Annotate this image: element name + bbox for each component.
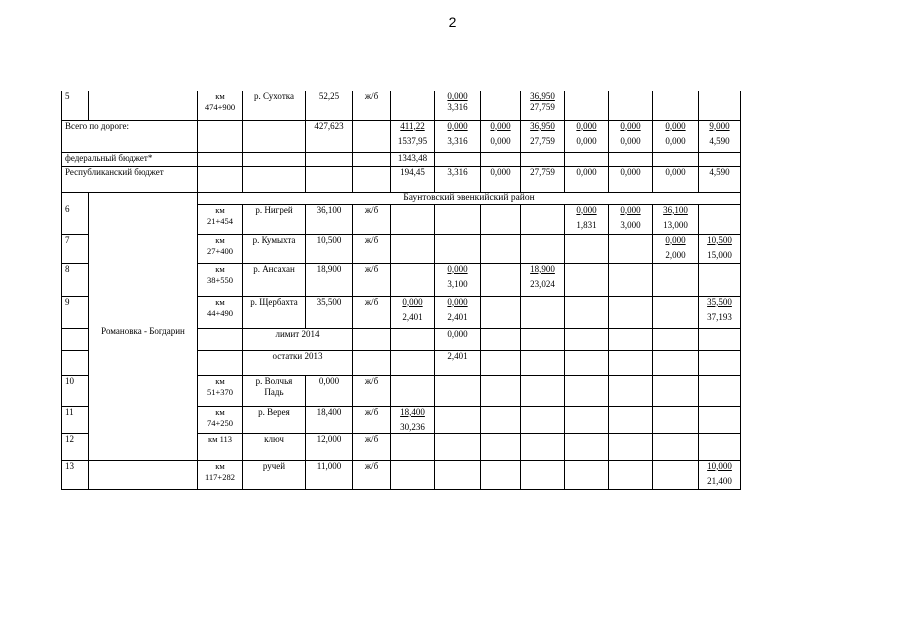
region-heading-row bbox=[62, 192, 741, 204]
construction-type: ж/б bbox=[353, 263, 391, 296]
km-marker: км 117+282 bbox=[198, 460, 243, 489]
total-row bbox=[62, 120, 741, 152]
value-cell: 36,100 13,000 bbox=[653, 204, 699, 234]
value-cell: 0,000 3,316 bbox=[435, 91, 481, 120]
km-marker: км 21+454 bbox=[198, 204, 243, 234]
km-marker: км 113 bbox=[198, 433, 243, 460]
length-value: 10,500 bbox=[306, 234, 353, 263]
construction-type: ж/б bbox=[353, 234, 391, 263]
value-cell: 10,000 21,400 bbox=[699, 460, 741, 489]
federal-budget-row bbox=[62, 152, 741, 166]
value-cell: 18,900 23,024 bbox=[521, 263, 565, 296]
object-name: р. Кумыхта bbox=[243, 234, 306, 263]
value-cell: 3,316 bbox=[435, 166, 481, 192]
road-name: Романовка - Богдарин bbox=[89, 204, 198, 460]
budget-table bbox=[61, 91, 741, 490]
object-name: р. Щербахта bbox=[243, 296, 306, 328]
construction-type: ж/б bbox=[353, 91, 391, 120]
value-cell: 0,000 3,000 bbox=[609, 204, 653, 234]
object-name: р. Волчья Падь bbox=[243, 375, 306, 406]
federal-label: федеральный бюджет* bbox=[62, 152, 198, 166]
limit-value: 0,000 bbox=[435, 328, 481, 350]
length-value: 11,000 bbox=[306, 460, 353, 489]
table-row-6 bbox=[62, 204, 741, 234]
construction-type: ж/б bbox=[353, 433, 391, 460]
construction-type: ж/б bbox=[353, 296, 391, 328]
value-cell: 18,400 30,236 bbox=[391, 406, 435, 433]
row-number: 11 bbox=[62, 406, 89, 433]
value-cell: 36,950 27,759 bbox=[521, 120, 565, 152]
row-number: 10 bbox=[62, 375, 89, 406]
row-number: 6 bbox=[62, 204, 89, 234]
row-number: 9 bbox=[62, 296, 89, 328]
value-cell: 4,590 bbox=[699, 166, 741, 192]
row-number: 8 bbox=[62, 263, 89, 296]
republican-label: Республиканский бюджет bbox=[62, 166, 198, 192]
row-number: 13 bbox=[62, 460, 89, 489]
construction-type: ж/б bbox=[353, 375, 391, 406]
value-cell: 0,000 3,316 bbox=[435, 120, 481, 152]
km-marker: км 38+550 bbox=[198, 263, 243, 296]
km-marker: км 51+370 bbox=[198, 375, 243, 406]
length-value: 12,000 bbox=[306, 433, 353, 460]
object-name: р. Сухотка bbox=[243, 91, 306, 120]
object-name: ручей bbox=[243, 460, 306, 489]
value-cell: 0,000 1,831 bbox=[565, 204, 609, 234]
km-marker: км 27+400 bbox=[198, 234, 243, 263]
table-row-13 bbox=[62, 460, 741, 489]
total-label: Всего по дороге: bbox=[62, 120, 198, 152]
row-number: 5 bbox=[62, 91, 89, 120]
construction-type: ж/б bbox=[353, 460, 391, 489]
value-cell: 0,000 0,000 bbox=[653, 120, 699, 152]
value-cell: 0,000 bbox=[565, 166, 609, 192]
construction-type: ж/б bbox=[353, 406, 391, 433]
value-cell: 0,000 2,401 bbox=[391, 296, 435, 328]
remainder-value: 2,401 bbox=[435, 350, 481, 375]
value-cell: 10,500 15,000 bbox=[699, 234, 741, 263]
row-number: 12 bbox=[62, 433, 89, 460]
length-value: 0,000 bbox=[306, 375, 353, 406]
object-name: р. Верея bbox=[243, 406, 306, 433]
length-value: 18,400 bbox=[306, 406, 353, 433]
value-cell: 27,759 bbox=[521, 166, 565, 192]
value-cell: 0,000 0,000 bbox=[565, 120, 609, 152]
value-cell: 0,000 2,000 bbox=[653, 234, 699, 263]
federal-sum: 1343,48 bbox=[391, 152, 435, 166]
total-sum: 411,22 1537,95 bbox=[391, 120, 435, 152]
region-heading: Баунтовский эвенкийский район bbox=[198, 192, 741, 204]
total-length: 427,623 bbox=[306, 120, 353, 152]
construction-type: ж/б bbox=[353, 204, 391, 234]
value-cell: 0,000 3,100 bbox=[435, 263, 481, 296]
limit-label: лимит 2014 bbox=[243, 328, 353, 350]
value-cell: 35,500 37,193 bbox=[699, 296, 741, 328]
republican-sum: 194,45 bbox=[391, 166, 435, 192]
km-marker: км 44+490 bbox=[198, 296, 243, 328]
object-name: ключ bbox=[243, 433, 306, 460]
value-cell: 9,000 4,590 bbox=[699, 120, 741, 152]
km-marker: км 474+900 bbox=[198, 91, 243, 120]
object-name: р. Ансахан bbox=[243, 263, 306, 296]
row-number: 7 bbox=[62, 234, 89, 263]
value-cell: 0,000 0,000 bbox=[609, 120, 653, 152]
value-cell: 0,000 bbox=[609, 166, 653, 192]
value-cell: 0,000 bbox=[653, 166, 699, 192]
length-value: 52,25 bbox=[306, 91, 353, 120]
remainder-label: остатки 2013 bbox=[243, 350, 353, 375]
value-cell: 0,000 bbox=[481, 166, 521, 192]
table-row-5 bbox=[62, 91, 741, 120]
republican-budget-row bbox=[62, 166, 741, 192]
value-cell: 36,950 27,759 bbox=[521, 91, 565, 120]
length-value: 18,900 bbox=[306, 263, 353, 296]
km-marker: км 74+250 bbox=[198, 406, 243, 433]
value-cell: 0,000 0,000 bbox=[481, 120, 521, 152]
length-value: 35,500 bbox=[306, 296, 353, 328]
object-name: р. Нигрей bbox=[243, 204, 306, 234]
value-cell: 0,000 2,401 bbox=[435, 296, 481, 328]
page-number: 2 bbox=[448, 14, 457, 30]
length-value: 36,100 bbox=[306, 204, 353, 234]
